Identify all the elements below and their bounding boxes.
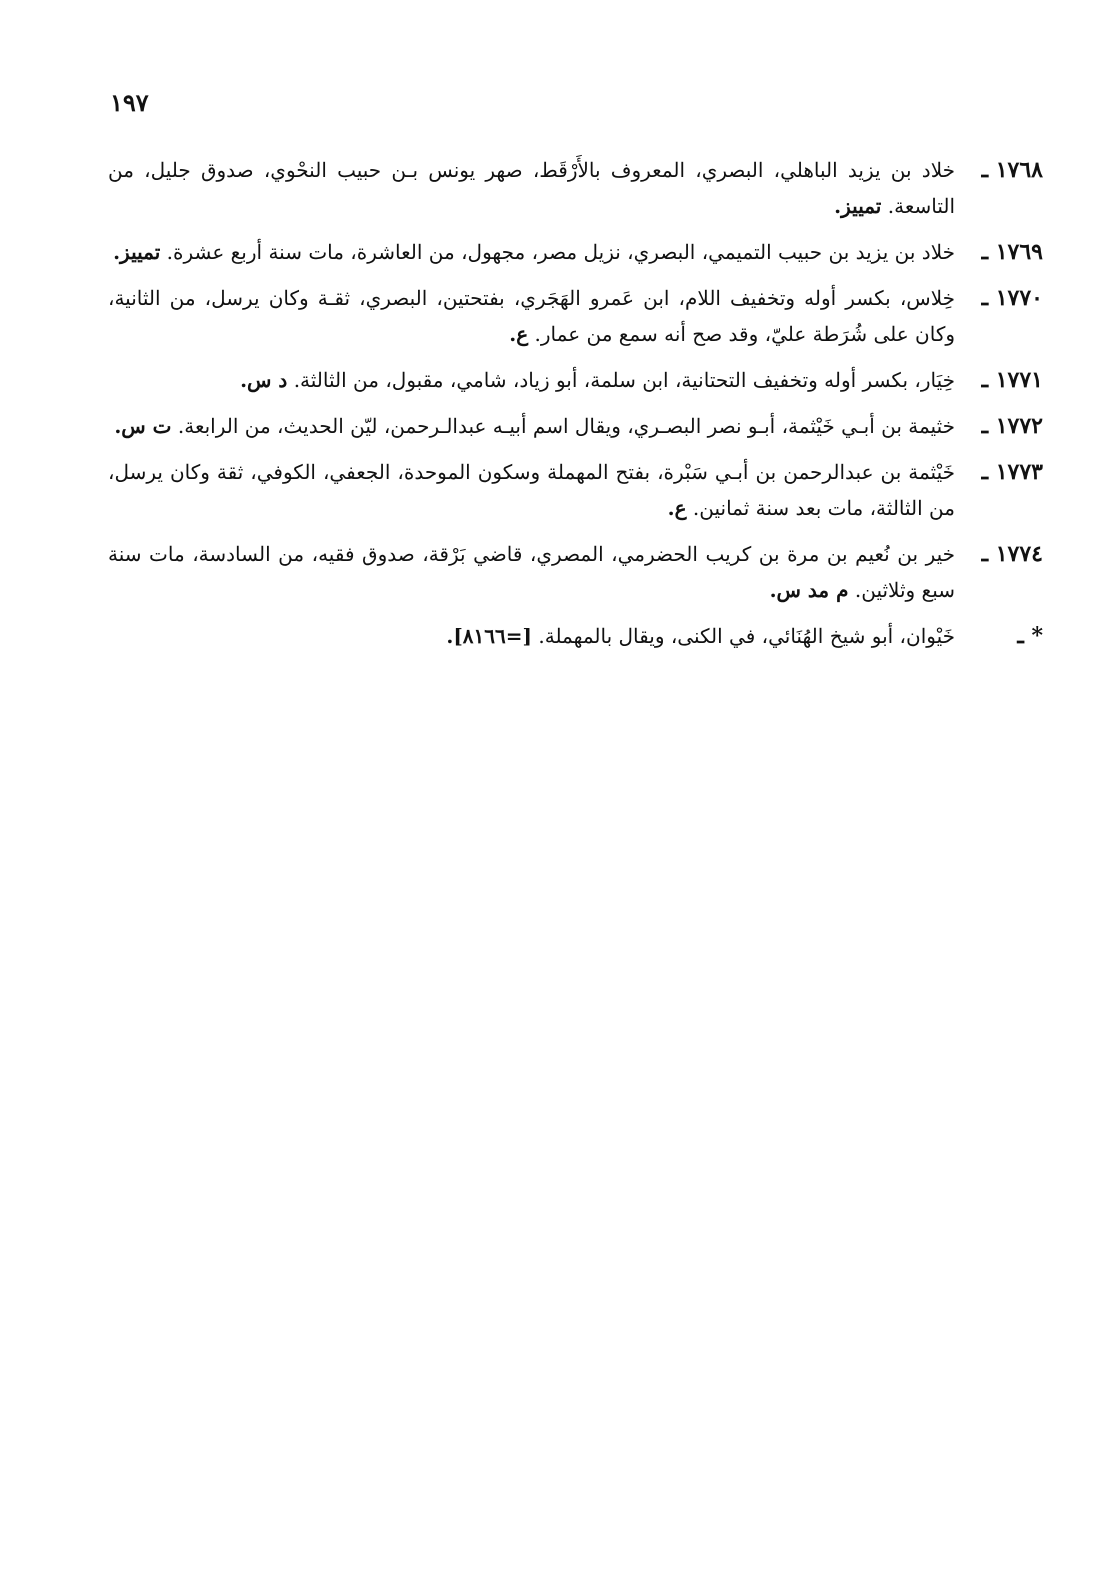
entry-number: ١٧٧١ ـ	[981, 367, 1043, 393]
entry-code: م مد س.	[769, 578, 849, 602]
entry-number: ١٧٧٢ ـ	[981, 413, 1043, 439]
entry-body: خثيمة بن أبـي خَيْثمة، أبـو نصر البصـري، ويقال اسم أبيـه عبدالـرحمن، ليّن الحديث، من الرابعة.	[177, 414, 955, 438]
entry-number: * ـ	[1017, 623, 1043, 649]
entry-1769	[108, 234, 1043, 270]
entry-cross-reference	[108, 618, 1043, 654]
entry-code: د س.	[240, 368, 288, 392]
entry-body: خِلاس، بكسر أوله وتخفيف اللام، ابن عَمرو الهَجَري، بفتحتين، البصري، ثقـة وكان يرسل، من الثانية، وكان على شُرَطة عليّ، وقد صح أنه سمع من عمار.	[108, 286, 955, 346]
entry-code: ت س.	[114, 414, 172, 438]
entry-body: خَيْوان، أبو شيخ الهُنَائي، في الكنى، ويقال بالمهملة.	[538, 624, 955, 648]
entry-number: ١٧٦٨ ـ	[981, 157, 1043, 183]
entry-1772	[108, 408, 1043, 444]
entry-1770	[108, 280, 1043, 352]
entry-code: تمييز.	[113, 240, 161, 264]
entry-text	[108, 234, 955, 270]
entry-number: ١٧٧٣ ـ	[981, 459, 1043, 485]
entry-1768	[108, 152, 1043, 224]
entry-text	[108, 454, 955, 526]
entry-number: ١٧٧٤ ـ	[981, 541, 1043, 567]
entry-1773	[108, 454, 1043, 526]
entry-body: خلاد بن يزيد بن حبيب التميمي، البصري، نزيل مصر، مجهول، من العاشرة، مات سنة أربع عشرة.	[166, 240, 955, 264]
entry-body: خِيَار، بكسر أوله وتخفيف التحتانية، ابن سلمة، أبو زياد، شامي، مقبول، من الثالثة.	[293, 368, 955, 392]
entry-text	[108, 362, 955, 398]
entry-1771	[108, 362, 1043, 398]
entry-body: خَيْثمة بن عبدالرحمن بن أبـي سَبْرة، بفتح المهملة وسكون الموحدة، الجعفي، الكوفي، ثقة وكان يرسل، من الثالثة، مات بعد سنة ثمانين.	[108, 460, 955, 520]
entry-text	[108, 408, 955, 444]
entries-list	[108, 152, 1043, 664]
entry-number: ١٧٦٩ ـ	[981, 239, 1043, 265]
entry-number: ١٧٧٠ ـ	[981, 285, 1043, 311]
entry-body: خلاد بن يزيد الباهلي، البصري، المعروف بالأَرْقَط، صهر يونس بـن حبيب النحْوي، صدوق جليل، من التاسعة.	[108, 158, 955, 218]
entry-text	[108, 618, 955, 654]
entry-code: تمييز.	[834, 194, 882, 218]
entry-text	[108, 280, 955, 352]
entry-1774	[108, 536, 1043, 608]
entry-body: خير بن نُعيم بن مرة بن كريب الحضرمي، المصري، قاضي بَرْقة، صدوق فقيه، من السادسة، مات سنة سبع وثلاثين.	[108, 542, 955, 602]
entry-code: ع.	[509, 322, 529, 346]
entry-code: [=٨١٦٦].	[446, 624, 532, 648]
entry-text	[108, 536, 955, 608]
page-number: ١٩٧	[110, 88, 149, 117]
entry-code: ع.	[667, 496, 687, 520]
entry-text	[108, 152, 955, 224]
